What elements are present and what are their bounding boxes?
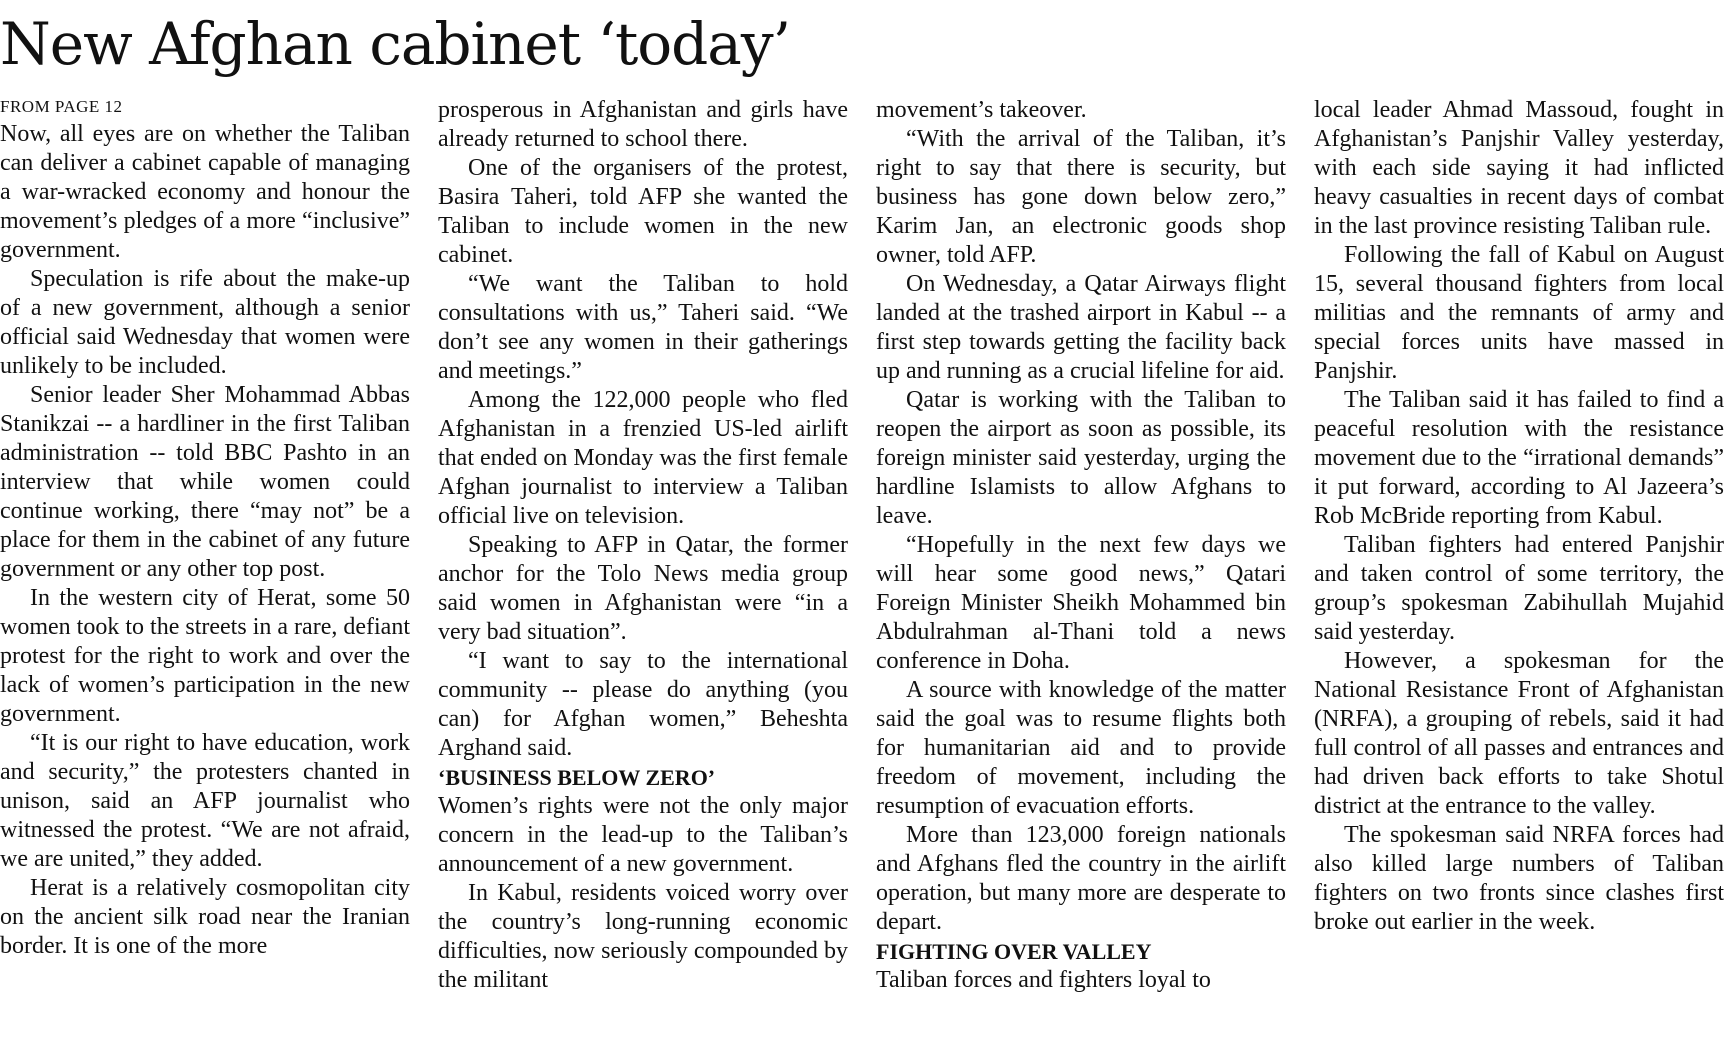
paragraph: Following the fall of Kabul on August 15, several thousand fighters from local militias and the remnants of army and special forces units have massed in Panjshir. <box>1314 242 1724 384</box>
paragraph: Taliban fighters had entered Panjshir and taken control of some territory, the group’s spokesman Zabihullah Mujahid said yesterday. <box>1314 532 1724 645</box>
column-2 <box>438 96 848 1056</box>
paragraph: More than 123,000 foreign nationals and Afghans fled the country in the airlift operation, but many more are desperate to depart. <box>876 822 1286 935</box>
paragraph: Among the 122,000 people who fled Afghanistan in a frenzied US-led airlift that ended on Monday was the first female Afghan journalist to interview a Taliban official live on television. <box>438 387 848 529</box>
subheading: FIGHTING OVER VALLEY <box>876 939 1152 964</box>
paragraph: Taliban forces and fighters loyal to <box>876 967 1211 993</box>
paragraph: “With the arrival of the Taliban, it’s right to say that there is security, but business has gone down below zero,” Karim Jan, an electronic goods shop owner, told AFP. <box>876 126 1286 268</box>
paragraph: “We want the Taliban to hold consultations with us,” Taheri said. “We don’t see any women in their gatherings and meetings.” <box>438 271 848 384</box>
column-4 <box>1314 96 1724 1056</box>
paragraph: Speculation is rife about the make-up of a new government, although a senior official said Wednesday that women were unlikely to be included. <box>0 266 410 379</box>
paragraph: On Wednesday, a Qatar Airways flight landed at the trashed airport in Kabul -- a first step towards getting the facility back up and running as a crucial lifeline for aid. <box>876 271 1286 384</box>
paragraph: “Hopefully in the next few days we will hear some good news,” Qatari Foreign Minister Sheikh Mohammed bin Abdulrahman al-Thani told a news conference in Doha. <box>876 532 1286 674</box>
column-3 <box>876 96 1286 1056</box>
paragraph: The spokesman said NRFA forces had also killed large numbers of Taliban fighters on two fronts since clashes first broke out earlier in the week. <box>1314 822 1724 935</box>
paragraph: local leader Ahmad Massoud, fought in Afghanistan’s Panjshir Valley yesterday, with each side saying it had inflicted heavy casualties in recent days of combat in the last province resisting Taliban rule. <box>1314 97 1724 239</box>
paragraph: Herat is a relatively cosmopolitan city on the ancient silk road near the Iranian border. It is one of the more <box>0 875 410 959</box>
article-columns <box>0 96 1724 1056</box>
paragraph: Qatar is working with the Taliban to reopen the airport as soon as possible, its foreign minister said yesterday, urging the hardline Islamists to allow Afghans to leave. <box>876 387 1286 529</box>
paragraph: Senior leader Sher Mohammad Abbas Stanikzai -- a hardliner in the first Taliban administration -- told BBC Pashto in an interview that while women could continue working, there “may not” be a place for them in the cabinet of any future government or any other top post. <box>0 382 410 582</box>
paragraph: In Kabul, residents voiced worry over the country’s long-running economic difficulties, now seriously compounded by the militant <box>438 880 848 993</box>
column-1 <box>0 96 410 1056</box>
paragraph: Now, all eyes are on whether the Taliban can deliver a cabinet capable of managing a war-wracked economy and honour the movement’s pledges of a more “inclusive” government. <box>0 121 410 263</box>
paragraph: A source with knowledge of the matter said the goal was to resume flights both for humanitarian aid and to provide freedom of movement, including the resumption of evacuation efforts. <box>876 677 1286 819</box>
paragraph: prosperous in Afghanistan and girls have already returned to school there. <box>438 97 848 152</box>
paragraph: One of the organisers of the protest, Basira Taheri, told AFP she wanted the Taliban to include women in the new cabinet. <box>438 155 848 268</box>
paragraph: “I want to say to the international community -- please do anything (you can) for Afghan women,” Beheshta Arghand said. <box>438 648 848 761</box>
paragraph: In the western city of Herat, some 50 women took to the streets in a rare, defiant protest for the right to work and over the lack of women’s participation in the new government. <box>0 585 410 727</box>
paragraph: The Taliban said it has failed to find a peaceful resolution with the resistance movement due to the “irrational demands” it put forward, according to Al Jazeera’s Rob McBride reporting from Kabul. <box>1314 387 1724 529</box>
paragraph: Speaking to AFP in Qatar, the former anchor for the Tolo News media group said women in Afghanistan were “in a very bad situation”. <box>438 532 848 645</box>
continuation-kicker: FROM PAGE 12 <box>0 97 123 116</box>
headline: New Afghan cabinet ‘today’ <box>0 10 791 78</box>
paragraph: “It is our right to have education, work and security,” the protesters chanted in unison, said an AFP journalist who witnessed the protest. “We are not afraid, we are united,” they added. <box>0 730 410 872</box>
subheading: ‘BUSINESS BELOW ZERO’ <box>438 765 716 790</box>
paragraph: However, a spokesman for the National Resistance Front of Afghanistan (NRFA), a grouping of rebels, said it had full control of all passes and entrances and had driven back efforts to take Shotul district at the entrance to the valley. <box>1314 648 1724 819</box>
paragraph: Women’s rights were not the only major concern in the lead-up to the Taliban’s announcement of a new government. <box>438 793 848 877</box>
paragraph: movement’s takeover. <box>876 97 1087 123</box>
